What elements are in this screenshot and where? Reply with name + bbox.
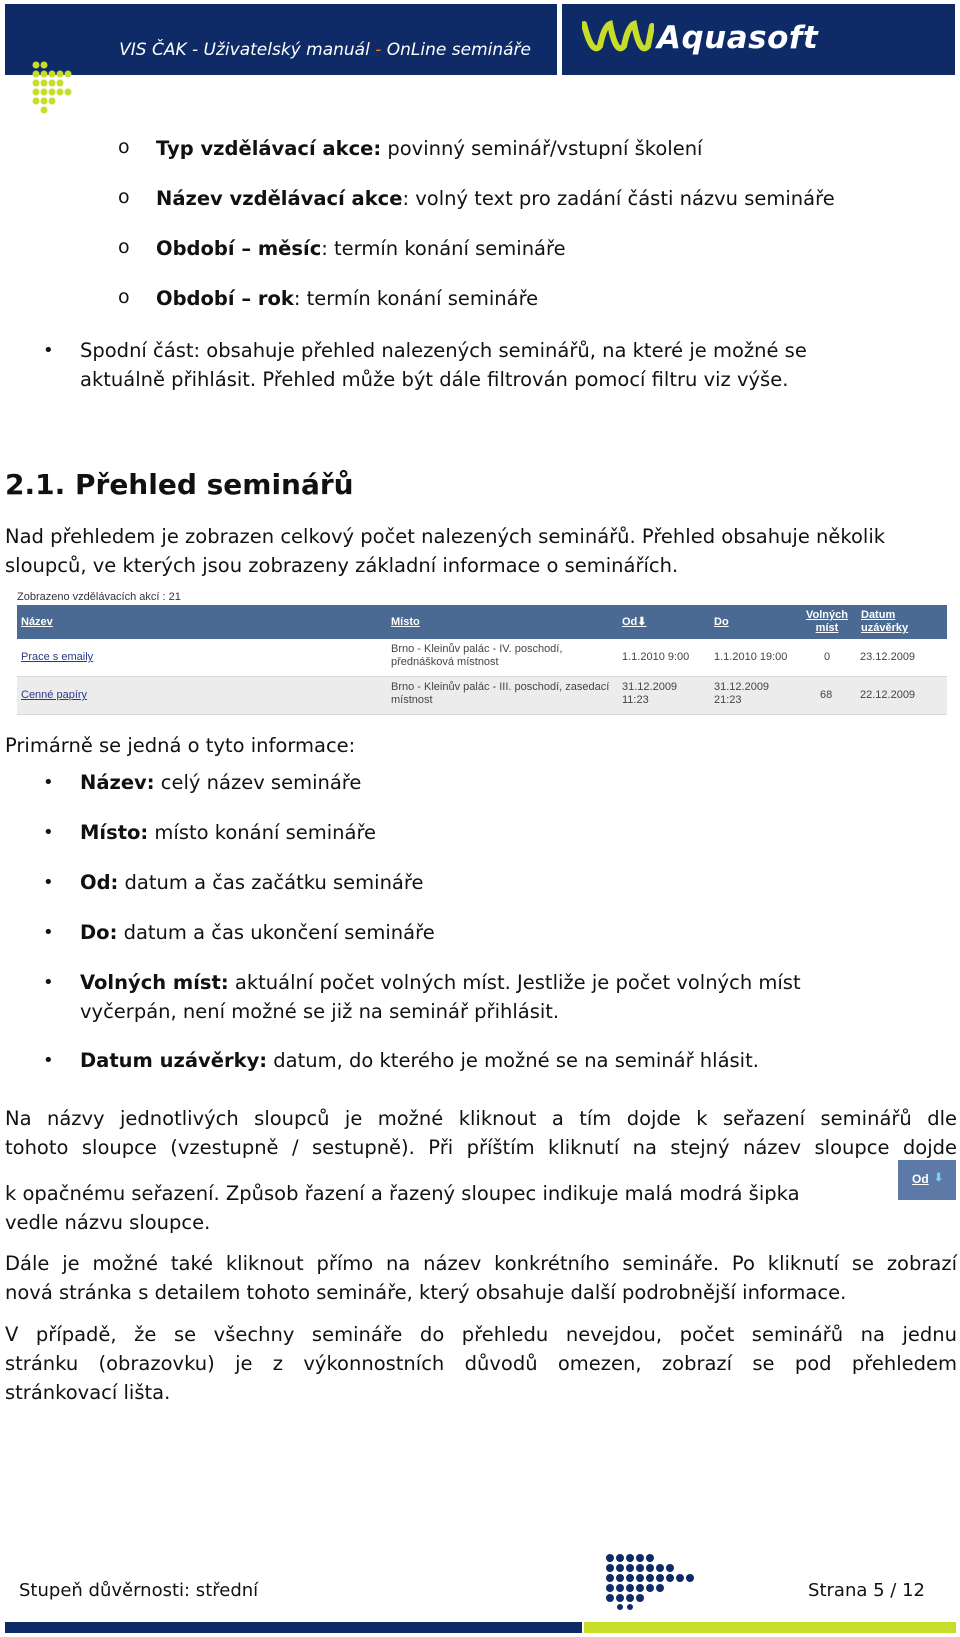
list-item: Do: datum a čas ukončení semináře — [80, 921, 435, 944]
cell-od: 1.1.2010 9:00 — [622, 651, 690, 663]
paragraph-sorting: Na názvy jednotlivých sloupců je možné kliknout a tím dojde k seřazení seminářů dle tohoto sloupce (vzestupně / sestupně). Při příštím kliknutí na stejný název sloupce dojde — [5, 1107, 957, 1159]
cell-datum: 22.12.2009 — [860, 689, 916, 701]
cell-datum: 23.12.2009 — [860, 651, 916, 663]
dots-decoration-icon — [30, 60, 80, 116]
document-title: VIS ČAK - Uživatelský manuál - OnLine semináře — [119, 40, 531, 60]
seminar-name-link[interactable]: Cenné papíry — [21, 689, 88, 701]
bullet-icon: • — [43, 822, 54, 843]
sort-arrow-icon: ⬇ — [637, 616, 647, 628]
column-header-nazev[interactable]: Název — [21, 616, 53, 628]
aquasoft-logo-icon — [582, 16, 654, 60]
circle-bullet-icon: o — [118, 236, 130, 258]
bullet-icon: • — [43, 972, 54, 993]
column-header-do[interactable]: Do — [714, 616, 729, 628]
seminar-name-link[interactable]: Prace s emaily — [21, 651, 94, 663]
list-item: Volných míst: aktuální počet volných míst. Jestliže je počet volných míst vyčerpán, není možné se již na seminář přihlásit. — [80, 971, 801, 1023]
cell-misto: Brno - Kleinův palác - III. poschodí, zasedací místnost — [391, 681, 610, 706]
footer-bar — [5, 1622, 582, 1633]
confidentiality-label: Stupeň důvěrnosti: střední — [19, 1580, 259, 1601]
list-item: Období – měsíc: termín konání semináře — [156, 237, 566, 260]
cell-misto: Brno - Kleinův palác - IV. poschodí, přednášková místnost — [391, 643, 563, 668]
cell-do: 31.12.2009 21:23 — [714, 681, 770, 706]
table-row — [17, 677, 947, 715]
circle-bullet-icon: o — [118, 186, 130, 208]
footer-dots-icon — [604, 1552, 696, 1610]
sort-indicator-example: Od ⬇ — [898, 1160, 956, 1200]
section-intro: Nad přehledem je zobrazen celkový počet nalezených seminářů. Přehled obsahuje několik sloupců, ve kterých jsou zobrazeny základní informace o seminářích. — [5, 525, 886, 577]
list-item: Od: datum a čas začátku semináře — [80, 871, 424, 894]
logo-text: Aquasoft — [657, 20, 819, 56]
list-item: Datum uzávěrky: datum, do kterého je možné se na seminář hlásit. — [80, 1049, 759, 1072]
cell-volnych: 0 — [824, 651, 831, 663]
list-item: Název vzdělávací akce: volný text pro zadání části názvu semináře — [156, 187, 835, 210]
table-header — [17, 605, 947, 639]
column-header-datum[interactable]: Datum uzávěrky — [861, 609, 909, 634]
paragraph-detail: Dále je možné také kliknout přímo na název konkrétního semináře. Po kliknutí se zobrazí nová stránka s detailem tohoto semináře, který obsahuje další podrobnější informace. — [5, 1252, 957, 1304]
bullet-icon: • — [43, 922, 54, 943]
paragraph-paging: V případě, že se všechny semináře do přehledu nevejdou, počet seminářů na jednu stránku (obrazovku) je z výkonnostních důvodů omezen, zobrazí se pod přehledem stránkovací lišta. — [5, 1323, 957, 1404]
column-header-misto[interactable]: Místo — [391, 616, 420, 628]
bullet-lower-part: Spodní část: obsahuje přehled nalezených seminářů, na které je možné se aktuálně přihlásit. Přehled může být dále filtrován pomocí filtru viz výše. — [80, 339, 807, 391]
table-row — [17, 639, 947, 677]
column-header-od[interactable]: Od⬇ — [622, 616, 647, 628]
header-bar — [5, 4, 557, 75]
column-header-volnych[interactable]: Volných míst — [806, 609, 848, 634]
circle-bullet-icon: o — [118, 286, 130, 308]
section-heading: 2.1. Přehled seminářů — [5, 468, 354, 501]
bullet-icon: • — [43, 772, 54, 793]
seminar-table — [17, 605, 947, 715]
list-item: Název: celý název semináře — [80, 771, 362, 794]
page-number: Strana 5 / 12 — [808, 1580, 925, 1601]
sort-arrow-icon: ⬇ — [934, 1172, 944, 1184]
paragraph-sorting-cont: k opačnému seřazení. Způsob řazení a řazený sloupec indikuje malá modrá šipka vedle názvu sloupce. — [5, 1182, 800, 1234]
bullet-icon: • — [43, 1050, 54, 1071]
footer-accent-bar — [584, 1622, 956, 1633]
bullet-icon: • — [43, 340, 54, 361]
list-item: Typ vzdělávací akce: povinný seminář/vstupní školení — [156, 137, 703, 160]
cell-do: 1.1.2010 19:00 — [714, 651, 788, 663]
list-item: Období – rok: termín konání semináře — [156, 287, 539, 310]
seminar-count: Zobrazeno vzdělávacích akcí : 21 — [17, 591, 181, 603]
cell-od: 31.12.2009 11:23 — [622, 681, 678, 706]
logo-panel — [562, 4, 955, 75]
circle-bullet-icon: o — [118, 136, 130, 158]
list-item: Místo: místo konání semináře — [80, 821, 377, 844]
info-intro: Primárně se jedná o tyto informace: — [5, 734, 356, 757]
cell-volnych: 68 — [820, 689, 833, 701]
bullet-icon: • — [43, 872, 54, 893]
